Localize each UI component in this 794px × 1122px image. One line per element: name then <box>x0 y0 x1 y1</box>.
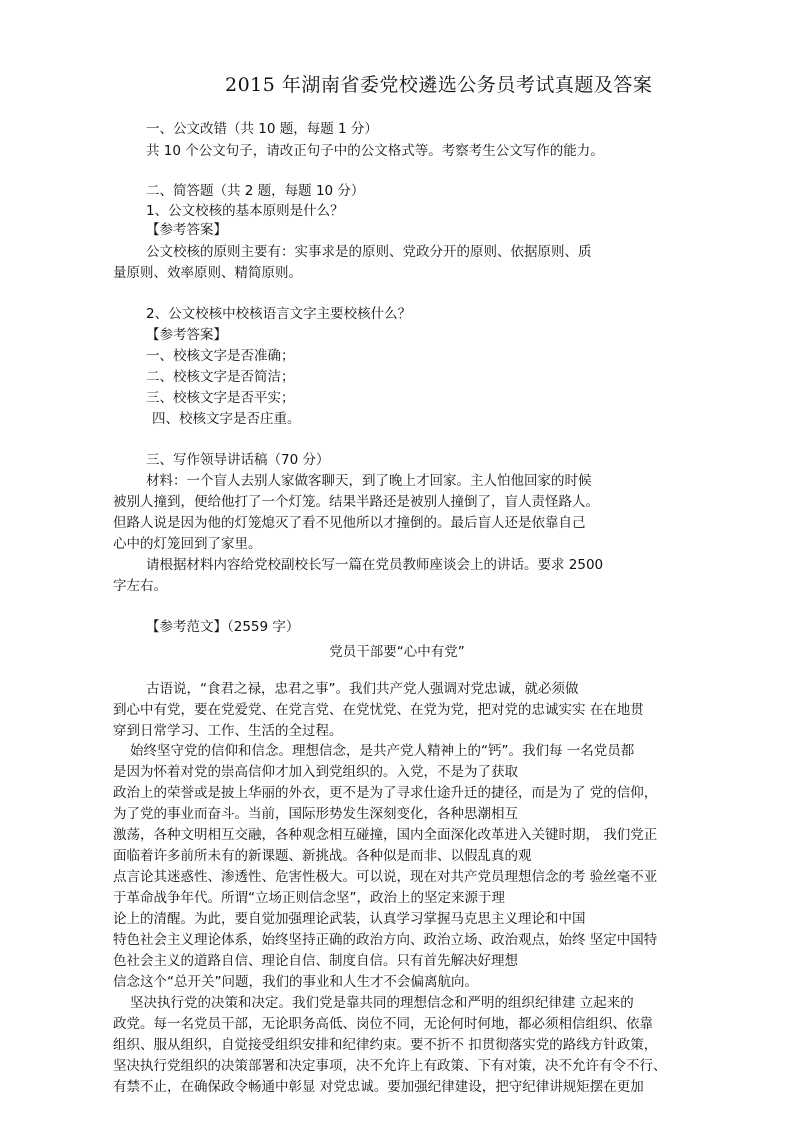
essay-line: 点言论其迷惑性、渗透性、危害性极大。可以说，现在对共产党员理想信念的考 验丝毫不亚 <box>113 869 658 885</box>
essay-line: 穿到日常学习、工作、生活的全过程。 <box>113 723 343 739</box>
essay-line: 为了党的事业而奋斗。当前，国际形势发生深刻变化，各种思潮相互 <box>113 806 518 822</box>
material-line: 但路人说是因为他的灯笼熄灭了看不见他所以才撞倒的。最后盲人还是依靠自己 <box>113 515 586 531</box>
essay-line: 是因为怀着对党的崇高信仰才加入到党组织的。入党，不是为了获取 <box>113 764 518 780</box>
essay-line: 政治上的荣誉或是披上华丽的外衣，更不是为了寻求仕途升迁的捷径，而是为了 党的信仰， <box>113 785 658 801</box>
essay-line: 到心中有党，要在党爱党、在党言党、在党忧党、在党为党，把对党的忠诚实实 在在地贯 <box>113 702 644 718</box>
section-1-description: 共 10 个公文句子，请改正句子中的公文格式等。考察考生公文写作的能力。 <box>146 143 604 159</box>
essay-line: 面临着许多前所未有的新课题、新挑战。各种似是而非、以假乱真的观 <box>113 848 532 864</box>
essay-line: 激荡，各种文明相互交融，各种观念相互碰撞，国内全面深化改革进入关键时期， 我们党正 <box>113 827 658 843</box>
essay-line: 坚决执行党组织的决策部署和决定事项，决不允许上有政策、下有对策，决不允许有令不行、 <box>113 1058 667 1074</box>
essay-line: 坚决执行党的决策和决定。我们党是靠共同的理想信念和严明的组织纪律建 立起来的 <box>130 995 634 1011</box>
question-2: 2、公文校核中校核语言文字主要校核什么？ <box>146 306 412 322</box>
essay-line: 特色社会主义理论体系，始终坚持正确的政治方向、政治立场、政治观点，始终 坚定中国特 <box>113 932 658 948</box>
prompt-line: 字左右。 <box>113 578 167 594</box>
prompt-line: 请根据材料内容给党校副校长写一篇在党员教师座谈会上的讲话。要求 2500 <box>146 557 604 573</box>
page-title: 2015 年湖南省委党校遴选公务员考试真题及答案 <box>225 74 653 96</box>
answer-2-item: 三、校核文字是否平实； <box>146 390 295 406</box>
essay-line: 组织、服从组织，自觉接受组织安排和纪律约束。要不折不 扣贯彻落实党的路线方针政策， <box>113 1037 658 1053</box>
essay-line: 论上的清醒。为此，要自觉加强理论武装，认真学习掌握马克思主义理论和中国 <box>113 911 586 927</box>
answer-1-line-2: 量原则、效率原则、精简原则。 <box>113 265 302 281</box>
essay-line: 有禁不止，在确保政令畅通中彰显 对党忠诚。要加强纪律建设，把守纪律讲规矩摆在更加 <box>113 1079 644 1095</box>
answer-label-1: 【参考答案】 <box>146 222 227 238</box>
answer-1-line-1: 公文校核的原则主要有：实事求是的原则、党政分开的原则、依据原则、质 <box>146 244 592 260</box>
essay-line: 色社会主义的道路自信、理论自信、制度自信。只有首先解决好理想 <box>113 953 518 969</box>
answer-2-item: 二、校核文字是否简洁； <box>146 369 295 385</box>
section-heading-2: 二、简答题（共 2 题，每题 10 分） <box>146 183 365 199</box>
material-line: 被别人撞到，便给他打了一个灯笼。结果半路还是被别人撞倒了，盲人责怪路人。 <box>113 494 599 510</box>
essay-line: 古语说，“食君之禄，忠君之事”。我们共产党人强调对党忠诚，就必须做 <box>146 681 579 697</box>
essay-line: 始终坚守党的信仰和信念。理想信念，是共产党人精神上的“钙”。我们每 一名党员都 <box>130 743 635 759</box>
answer-2-item: 四、校核文字是否庄重。 <box>152 411 301 427</box>
sample-essay-label: 【参考范文】（2559 字） <box>146 619 300 635</box>
material-line: 材料：一个盲人去别人家做客聊天，到了晚上才回家。主人怕他回家的时候 <box>146 473 592 489</box>
essay-line: 于革命战争年代。所谓“立场正则信念坚”，政治上的坚定来源于理 <box>113 890 505 906</box>
question-1: 1、公文校核的基本原则是什么？ <box>146 203 344 219</box>
section-heading-3: 三、写作领导讲话稿（70 分） <box>146 452 330 468</box>
essay-line: 政党。每一名党员干部，无论职务高低、岗位不同，无论何时何地，都必须相信组织、依靠 <box>113 1016 653 1032</box>
section-heading-1: 一、公文改错（共 10 题，每题 1 分） <box>146 121 378 137</box>
answer-label-2: 【参考答案】 <box>146 327 227 343</box>
essay-line: 信念这个“总开关”问题，我们的事业和人生才不会偏离航向。 <box>113 974 478 990</box>
answer-2-item: 一、校核文字是否准确； <box>146 348 295 364</box>
essay-title: 党员干部要“心中有党” <box>329 644 465 660</box>
material-line: 心中的灯笼回到了家里。 <box>113 536 262 552</box>
